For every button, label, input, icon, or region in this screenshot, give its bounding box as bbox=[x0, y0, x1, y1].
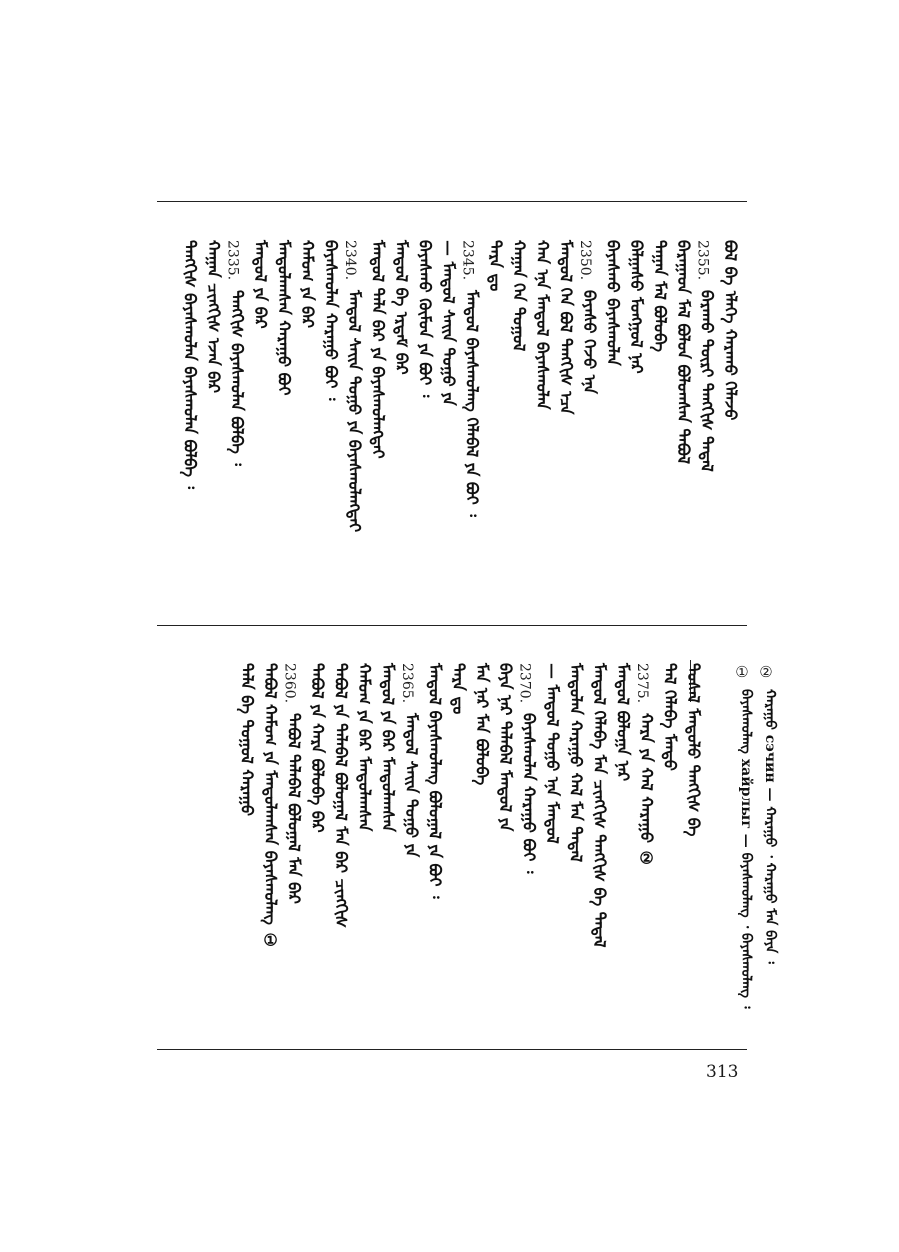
line-number: 2370. bbox=[516, 663, 533, 704]
verse-line: ᠪᠠᠶᠠᠰᠬᠤᠯᠠᠨ ᠬᠠᠷᠠᠭᠤ ᠪᠤᠢ ᠄ bbox=[519, 713, 539, 874]
verse-line: ᠳᠠᠭᠠᠨ ᠮᠠᠯ ᠪᠣᠯᠣᠪᠠ bbox=[650, 240, 670, 353]
verse-line: ᠬᠠᠮᠤᠭ ᠶᠠ ᠪᠠᠷ ᠮᠠᠨᠳᠤᠯᠠᠭᠰᠠᠨ bbox=[355, 663, 374, 832]
top-section bbox=[0, 240, 899, 600]
verse-line: ᠲᠡᠷᠡ ᠳᠤ bbox=[486, 240, 505, 292]
verse-line: ᠲᠡᠩᠭᠢᠰ ᠪᠠᠶᠠᠰᠬᠤᠯᠠᠨ ᠪᠤᠯᠪᠠ ᠄ bbox=[227, 290, 247, 466]
verse-line: ᠮᠠᠨᠳᠤᠯ ᠪᠠ ᠡᠷᠳᠡᠮ ᠪᠠᠷ bbox=[392, 240, 411, 375]
verse-line: ᠬᠠᠮᠤᠭ ᠶᠠ ᠪᠠᠷ bbox=[298, 240, 317, 329]
verse-line: ᠮᠠᠨᠳᠤᠯ ᠬᠡᠨ ᠪᠣᠯ ᠲᠡᠩᠭᠢᠰ ᠡᠴᠡ bbox=[556, 240, 576, 415]
verse-line: ᠮᠠᠨᠳᠤᠯ ᠰᠠᠢᠨ ᠲᠤᠭᠤ ᠶᠠ ᠪᠠᠶᠠᠰᠬᠤᠯᠠᠩᠲᠠᠢ bbox=[345, 290, 364, 533]
verse-line: ᠪᠠᠶᠠᠰᠤ ᠭᠡᠵᠦ ᠡᠨᠡ bbox=[580, 290, 599, 395]
verse-line: ᠲᠠᠪᠤᠯ ᠬᠠᠮᠤᠭ ᠶᠠ ᠮᠠᠨᠳᠤᠯᠠᠭᠰᠠᠨ ᠪᠠᠶᠠᠰᠬᠤᠯᠠᠩ ① bbox=[261, 663, 280, 950]
verse-line: ᠲᠠᠯ ᠬᠡᠯᠡᠪᠡ ᠮᠠᠨᠳᠤ bbox=[660, 663, 680, 771]
middle-rule bbox=[157, 625, 747, 626]
bottom-section bbox=[0, 663, 899, 1009]
verse-line: ᠲᠠᠪᠤᠯ ᠶᠠ ᠲᠠᠯᠠᠪᠠᠯ ᠪᠣᠯᠣᠭᠠᠯ ᠮᠠᠨ ᠪᠠᠷ ᠴᠢᠩᠭᠢᠰ bbox=[331, 663, 351, 928]
line-number: 2340. bbox=[342, 240, 358, 281]
verse-line: ᠪᠠᠷᠠᠭᠠᠳ ᠮᠠᠯ ᠪᠣᠯᠤᠨ ᠪᠣᠯᠤᠭᠰᠠᠨ ᠲᠠᠪᠤᠯ bbox=[674, 240, 693, 465]
line-number: 2355. bbox=[694, 240, 711, 281]
verse-line: — ᠮᠠᠨᠳᠤᠯ ᠰᠠᠢᠨ ᠲᠤᠭᠤ ᠶᠠ bbox=[439, 240, 458, 406]
line-number: 2360. bbox=[281, 663, 298, 704]
verse-line: ᠲᠠᠪᠤᠯ ᠲᠠᠯᠠᠪᠠᠯ ᠪᠣᠯᠣᠭᠠᠯ ᠮᠠᠨ ᠪᠠᠷ bbox=[284, 713, 304, 904]
verse-line: ᠪᠠᠶᠠᠰᠬᠤ ᠪᠠᠶᠠᠰᠬᠤᠯᠠᠨ bbox=[603, 240, 623, 366]
verse-line: ᠬᠠᠷᠠ ᠶᠠ ᠬᠠᠯ ᠬᠠᠷᠠᠭᠤ ② bbox=[637, 713, 656, 868]
verse-line: ᠮᠠᠨ ᠨᠡᠷ ᠮᠠᠨ ᠪᠣᠯᠣᠪᠠ bbox=[472, 663, 492, 786]
verse-line: ᠲᠡᠷᠡ ᠳᠤ bbox=[449, 663, 468, 715]
verse-line: ᠮᠠᠨᠳᠤᠯᠠᠭᠰᠠᠨ ᠬᠠᠷᠠᠭᠤ ᠪᠤᠢ bbox=[274, 240, 294, 396]
verse-line: — ᠮᠠᠨᠳᠤᠯ ᠲᠤᠭᠤ ᠡᠨᠡ ᠮᠠᠨᠳᠤᠯ bbox=[543, 663, 562, 844]
verse-line: ᠲᠠᠪᠤᠯ ᠶᠠ ᠬᠠᠷᠠ ᠪᠣᠯᠣᠪᠠ ᠪᠠᠷ bbox=[308, 663, 327, 833]
footnote-text: ᠪᠠᠶᠠᠰᠬᠤᠯᠠᠩ хайрлыг — ᠪᠠᠶᠠᠰᠬᠤᠯᠠᠩ ᠂ ᠪᠠᠶᠠᠰᠬᠤᠯᠠᠩ ᠄ bbox=[738, 689, 754, 1009]
footnote-marker: ② bbox=[757, 663, 775, 681]
line-number: 2345. bbox=[459, 240, 476, 281]
verse-line: ᠪᠠᠶᠠ ᠨᠡᠷ ᠲᠠᠯᠠᠪᠠᠯ ᠮᠠᠨᠳᠤᠯ ᠶᠠ bbox=[496, 663, 515, 832]
verse-line: ᠬᠠᠨ ᠡᠨᠡ ᠮᠠᠨᠳᠤᠯ ᠪᠠᠶᠠᠰᠬᠤᠯᠠᠨ bbox=[533, 240, 552, 410]
verse-line: ᠮᠠᠨᠳᠤᠯ ᠪᠣᠯᠣᠭᠠ ᠨᠡᠷ bbox=[613, 663, 633, 782]
page-number: 313 bbox=[706, 1062, 739, 1082]
line-number: 2335. bbox=[224, 240, 241, 281]
verse-line: ᠬᠠᠭᠠᠨ ᠬᠡᠨ ᠲᠤᠭᠤᠯ bbox=[509, 240, 529, 352]
verse-line: ᠲᠡᠩᠭᠢᠰ ᠪᠠᠶᠠᠰᠬᠤᠯᠠᠨ ᠪᠠᠶᠠᠰᠬᠤᠯᠠᠨ ᠪᠤᠯᠪᠠ ᠄ bbox=[180, 240, 200, 490]
verse-line: ᠮᠠᠨᠳᠤᠯ ᠬᠡᠯᠡᠪᠡ ᠮᠠᠨ ᠴᠢᠩᠭᠢᠰ ᠲᠡᠩᠭᠢᠰ ᠪᠠ ᠲᠠᠲᠠᠯ bbox=[590, 663, 609, 948]
verse-line: ᠮᠠᠨᠳᠤᠯ ᠶᠠ ᠪᠠᠷ ᠮᠠᠨᠳᠤᠯᠠᠭᠰᠠᠨ bbox=[378, 663, 398, 832]
line-number: 2365. bbox=[399, 663, 415, 704]
verse-line: ᠪᠠᠷᠠᠬᠤ ᠳᠦᠷᠢ ᠲᠡᠩᠭᠢᠰ ᠲᠠᠲᠠᠯ bbox=[697, 290, 717, 472]
footnote-text: ᠬᠠᠷᠠᠭᠤ сэчин — ᠬᠠᠷᠠᠭᠤ ᠂ ᠬᠠᠷᠠᠭᠤ ᠮᠠᠨ ᠪᠠᠶᠠ ᠄ bbox=[762, 689, 778, 964]
verse-line: ᠮᠠᠨᠳᠤᠯ ᠰᠠᠢᠨ ᠲᠤᠭᠤ ᠶᠠ bbox=[402, 713, 421, 858]
verse-line: ᠮᠠᠨᠳᠤᠯ ᠪᠠᠶᠠᠰᠬᠤᠯᠠᠩ ᠬᠡᠯᠡᠪᠡᠯ ᠶᠠ ᠪᠤᠢ ᠄ bbox=[462, 290, 482, 517]
line-number: 2350. bbox=[577, 240, 593, 281]
verse-line: ᠮᠠᠨᠳᠤᠯ ᠶᠠ ᠪᠠᠷ bbox=[251, 240, 270, 329]
line-number: 2375. bbox=[634, 663, 650, 704]
bottom-rule bbox=[157, 1049, 747, 1050]
verse-line: ᠮᠠᠨᠳᠤᠯᠠᠨ ᠬᠠᠷᠠᠭᠤ ᠬᠠᠯ ᠮᠠᠨ ᠲᠠᠲᠠᠯ bbox=[566, 663, 586, 863]
footnote-marker: ① bbox=[733, 663, 751, 681]
verse-line: ᠬᠠᠭᠠᠨ ᠴᠢᠩᠭᠢᠰ ᠡᠵᠡᠨ ᠪᠠᠷ bbox=[204, 240, 223, 394]
verse-line: ᠲᠤᠰᠠᠯ ᠮᠠᠨᠳᠤᠯᠤ ᠲᠡᠩᠭᠢᠰ ᠪᠡ bbox=[684, 663, 703, 837]
verse-line: ᠪᠠᠯᠭᠠᠰᠤ ᠮᠣᠩᠭᠣᠯ ᠨᠡᠷ bbox=[627, 240, 646, 374]
verse-line: ᠮᠠᠨᠳᠤᠯ ᠪᠠᠶᠠᠰᠬᠤᠯᠠᠩ ᠪᠣᠯᠣᠭᠠᠯ ᠶᠠ ᠪᠤᠢ ᠄ bbox=[425, 663, 445, 899]
verse-line: ᠪᠣᠯ ᠪᠠ ᠡᠯᠡᠭᠡ ᠬᠠᠷᠠᠬᠤ ᠬᠡᠯᠡᠵᠦ bbox=[721, 240, 740, 421]
top-rule bbox=[157, 201, 747, 202]
verse-line: ᠲᠠᠯᠠ ᠪᠠ ᠲᠤᠭᠤᠯ ᠬᠠᠷᠠᠭᠤ bbox=[237, 663, 257, 817]
verse-line: ᠮᠠᠨᠳᠤᠯ ᠲᠠᠯᠠ ᠪᠠᠷ ᠶᠠ ᠪᠠᠶᠠᠰᠬᠤᠯᠠᠩᠲᠠᠢ bbox=[368, 240, 388, 459]
verse-line: ᠪᠠᠶᠠᠰᠬᠤᠯᠠᠨ ᠬᠠᠷᠠᠭᠤ ᠪᠤᠢ ᠄ bbox=[321, 240, 341, 401]
verse-line: ᠪᠠᠶᠠᠰᠬᠤ ᠬᠦᠮᠦᠨ ᠶᠠ ᠪᠤᠢ ᠄ bbox=[415, 240, 435, 398]
